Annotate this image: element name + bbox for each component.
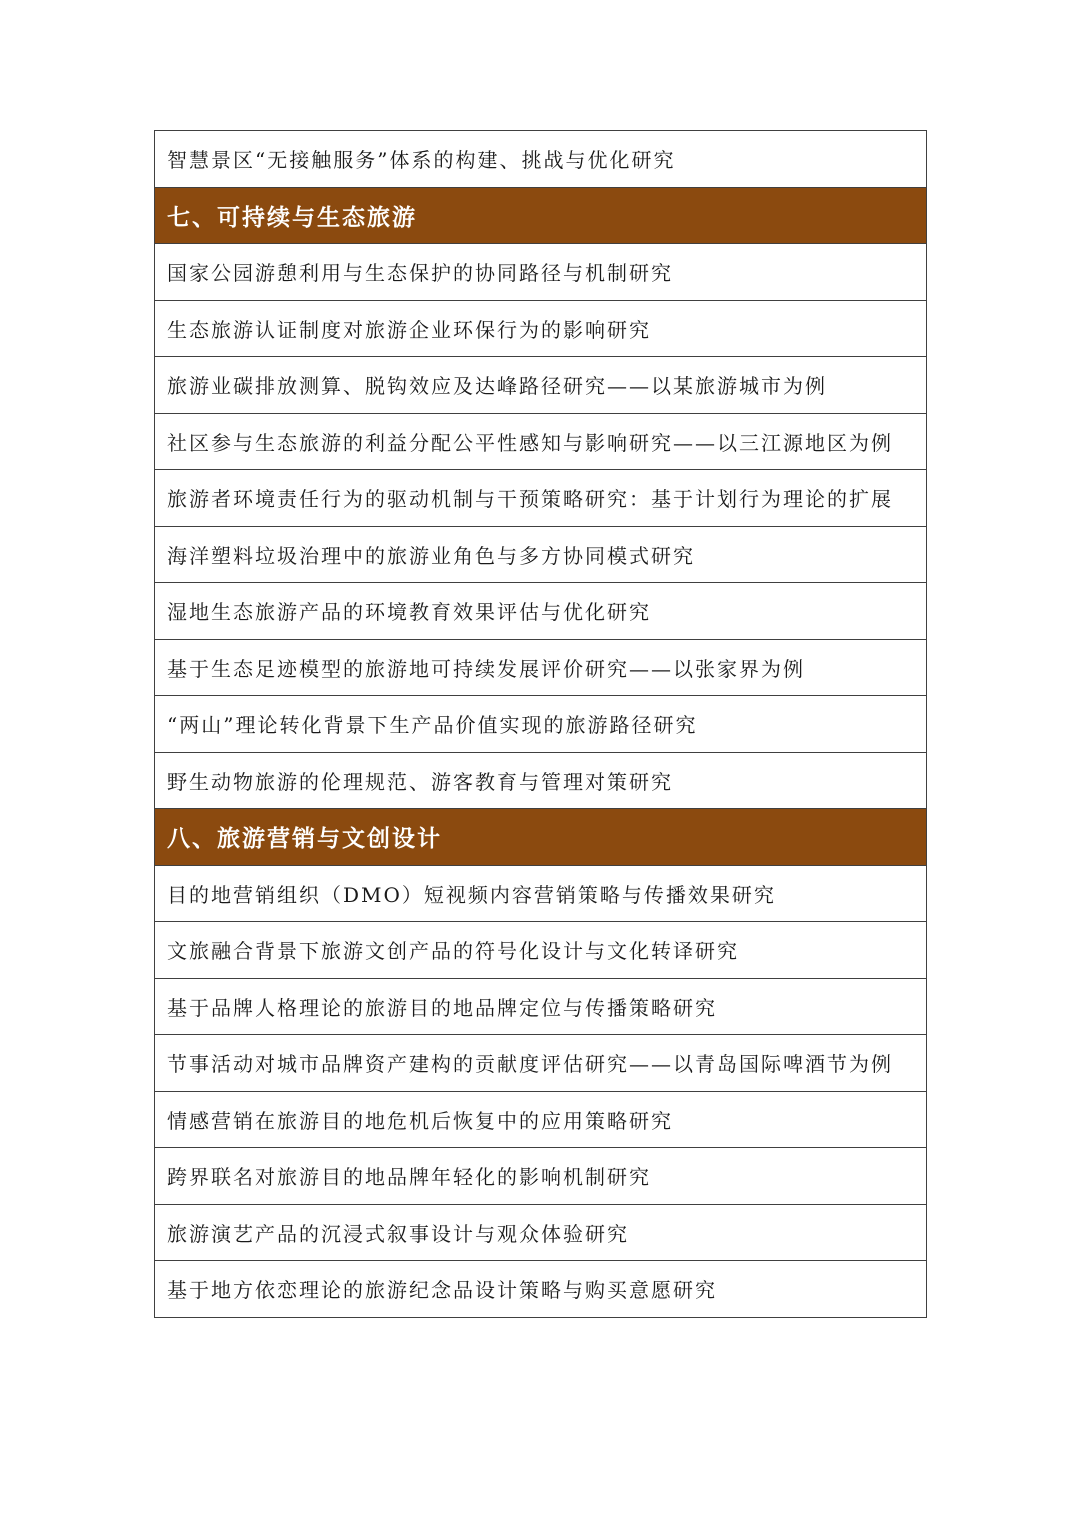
topic-cell: 海洋塑料垃圾治理中的旅游业角色与多方协同模式研究 [155, 526, 927, 583]
topic-cell: 基于地方依恋理论的旅游纪念品设计策略与购买意愿研究 [155, 1261, 927, 1318]
section-heading: 七、可持续与生态旅游 [155, 187, 927, 244]
topic-cell: 节事活动对城市品牌资产建构的贡献度评估研究——以青岛国际啤酒节为例 [155, 1035, 927, 1092]
topic-cell: 国家公园游憩利用与生态保护的协同路径与机制研究 [155, 244, 927, 301]
topic-row [155, 583, 927, 640]
topic-cell: 生态旅游认证制度对旅游企业环保行为的影响研究 [155, 300, 927, 357]
topic-row [155, 639, 927, 696]
topic-cell: 基于生态足迹模型的旅游地可持续发展评价研究——以张家界为例 [155, 639, 927, 696]
topic-cell: 湿地生态旅游产品的环境教育效果评估与优化研究 [155, 583, 927, 640]
topic-cell: “两山”理论转化背景下生产品价值实现的旅游路径研究 [155, 696, 927, 753]
topic-cell: 跨界联名对旅游目的地品牌年轻化的影响机制研究 [155, 1148, 927, 1205]
topic-cell: 旅游演艺产品的沉浸式叙事设计与观众体验研究 [155, 1204, 927, 1261]
topic-row [155, 1261, 927, 1318]
topic-cell: 智慧景区“无接触服务”体系的构建、挑战与优化研究 [155, 131, 927, 188]
topic-row [155, 865, 927, 922]
topic-row [155, 357, 927, 414]
topic-row [155, 470, 927, 527]
topic-row [155, 752, 927, 809]
topic-row [155, 131, 927, 188]
topic-cell: 基于品牌人格理论的旅游目的地品牌定位与传播策略研究 [155, 978, 927, 1035]
topic-row [155, 1091, 927, 1148]
topic-row [155, 526, 927, 583]
research-topic-table [154, 130, 927, 1318]
topic-row [155, 978, 927, 1035]
section-heading: 八、旅游营销与文创设计 [155, 809, 927, 866]
topic-row [155, 922, 927, 979]
topic-cell: 文旅融合背景下旅游文创产品的符号化设计与文化转译研究 [155, 922, 927, 979]
topic-row [155, 1204, 927, 1261]
section-header-row [155, 809, 927, 866]
topic-cell: 野生动物旅游的伦理规范、游客教育与管理对策研究 [155, 752, 927, 809]
topic-cell: 社区参与生态旅游的利益分配公平性感知与影响研究——以三江源地区为例 [155, 413, 927, 470]
topic-cell: 旅游者环境责任行为的驱动机制与干预策略研究：基于计划行为理论的扩展 [155, 470, 927, 527]
topic-row [155, 696, 927, 753]
topic-row [155, 1148, 927, 1205]
topic-cell: 旅游业碳排放测算、脱钩效应及达峰路径研究——以某旅游城市为例 [155, 357, 927, 414]
topic-row [155, 244, 927, 301]
topic-cell: 目的地营销组织（DMO）短视频内容营销策略与传播效果研究 [155, 865, 927, 922]
topic-row [155, 300, 927, 357]
topic-cell: 情感营销在旅游目的地危机后恢复中的应用策略研究 [155, 1091, 927, 1148]
topic-row [155, 1035, 927, 1092]
topic-row [155, 413, 927, 470]
section-header-row [155, 187, 927, 244]
